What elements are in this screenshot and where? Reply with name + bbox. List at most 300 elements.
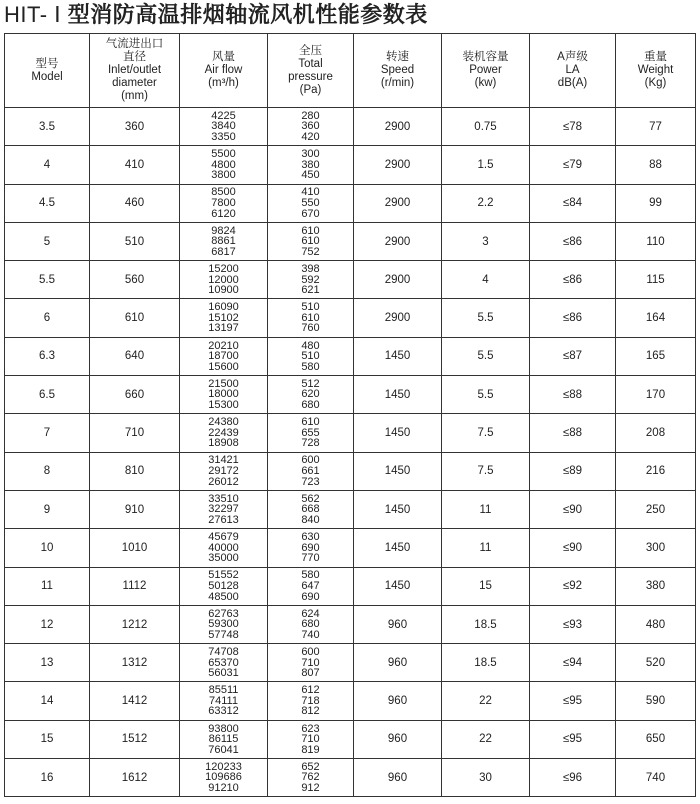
- cell-pressure-value: 420: [301, 130, 320, 143]
- cell-pressure-value: 710: [301, 733, 320, 746]
- cell-pressure-value: 668: [301, 503, 320, 516]
- cell-power: 22: [442, 720, 530, 758]
- cell-pressure-value: 770: [301, 552, 320, 565]
- cell-airflow-value: 48500: [208, 590, 239, 603]
- cell-airflow-value: 18000: [208, 388, 239, 401]
- cell-power: 11: [442, 490, 530, 528]
- header-speed: [354, 34, 442, 108]
- header-line: pressure: [288, 70, 333, 83]
- cell-model: 3.5: [5, 108, 90, 146]
- header-line: Total: [298, 57, 323, 70]
- header-line: LA: [565, 64, 580, 76]
- cell-noise: ≤86: [530, 299, 616, 337]
- header-line: diameter: [112, 77, 157, 89]
- cell-pressure-value: 380: [301, 158, 320, 171]
- cell-airflow-value: 33510: [208, 492, 239, 505]
- cell-pressure: [268, 529, 354, 567]
- cell-pressure-value: 360: [301, 120, 320, 133]
- cell-pressure-value: 398: [301, 262, 320, 275]
- cell-power: 1.5: [442, 146, 530, 184]
- cell-pressure-value: 812: [301, 705, 320, 718]
- cell-model: 6.3: [5, 337, 90, 375]
- cell-airflow: [180, 376, 268, 414]
- cell-pressure-value: 580: [301, 360, 320, 373]
- cell-speed: 1450: [354, 567, 442, 605]
- table-body: [5, 108, 696, 797]
- table-row: [5, 567, 696, 605]
- header-line: Speed: [380, 64, 415, 76]
- cell-airflow-value: 13197: [208, 322, 239, 335]
- cell-pressure: [268, 720, 354, 758]
- cell-diameter: 1212: [90, 605, 180, 643]
- cell-pressure-value: 807: [301, 667, 320, 680]
- cell-airflow-value: 4800: [211, 158, 236, 171]
- cell-airflow-value: 15102: [208, 311, 239, 324]
- cell-speed: 2900: [354, 261, 442, 299]
- cell-airflow-value: 3350: [211, 130, 236, 143]
- cell-pressure: [268, 490, 354, 528]
- cell-power: 4: [442, 261, 530, 299]
- spec-table-frame: [4, 33, 695, 797]
- cell-airflow-value: 65370: [208, 656, 239, 669]
- cell-airflow-value: 91210: [208, 781, 239, 794]
- cell-airflow-value: 45679: [208, 531, 239, 544]
- cell-weight: 170: [616, 376, 696, 414]
- cell-airflow: [180, 146, 268, 184]
- cell-pressure-value: 580: [301, 569, 320, 582]
- cell-airflow-value: 22439: [208, 426, 239, 439]
- cell-model: 7: [5, 414, 90, 452]
- cell-airflow: [180, 605, 268, 643]
- cell-airflow-value: 16090: [208, 301, 239, 314]
- cell-pressure-value: 728: [301, 437, 320, 450]
- cell-diameter: 460: [90, 184, 180, 222]
- cell-model: 13: [5, 644, 90, 682]
- cell-pressure-value: 550: [301, 196, 320, 209]
- cell-noise: ≤89: [530, 452, 616, 490]
- cell-airflow-value: 18700: [208, 350, 239, 363]
- cell-power: 0.75: [442, 108, 530, 146]
- cell-pressure: [268, 605, 354, 643]
- cell-pressure-value: 510: [301, 301, 320, 314]
- table-row: [5, 529, 696, 567]
- cell-pressure-value: 661: [301, 465, 320, 478]
- header-line: Weight: [637, 64, 674, 76]
- header-pressure: [268, 34, 354, 108]
- cell-pressure-value: 670: [301, 207, 320, 220]
- cell-power: 22: [442, 682, 530, 720]
- cell-airflow-value: 32297: [208, 503, 239, 516]
- header-line: 直径: [123, 51, 146, 63]
- cell-airflow-value: 85511: [208, 684, 239, 697]
- header-line: 风量: [212, 51, 235, 63]
- cell-noise: ≤79: [530, 146, 616, 184]
- cell-airflow-value: 8500: [211, 186, 236, 199]
- table-row: [5, 299, 696, 337]
- cell-speed: 960: [354, 759, 442, 797]
- cell-diameter: 660: [90, 376, 180, 414]
- table-row: [5, 644, 696, 682]
- cell-weight: 740: [616, 759, 696, 797]
- cell-pressure: [268, 299, 354, 337]
- table-row: [5, 414, 696, 452]
- cell-pressure-value: 690: [301, 541, 320, 554]
- cell-airflow-value: 50128: [208, 579, 239, 592]
- cell-pressure-value: 562: [301, 492, 320, 505]
- header-line: 型号: [35, 57, 59, 70]
- table-row: [5, 605, 696, 643]
- cell-airflow-value: 74111: [209, 694, 238, 707]
- cell-power: 30: [442, 759, 530, 797]
- cell-speed: 2900: [354, 146, 442, 184]
- cell-noise: ≤93: [530, 605, 616, 643]
- cell-diameter: 1112: [90, 567, 180, 605]
- cell-power: 15: [442, 567, 530, 605]
- cell-weight: 164: [616, 299, 696, 337]
- table-header-row: [5, 34, 696, 108]
- cell-noise: ≤90: [530, 490, 616, 528]
- cell-pressure-value: 762: [301, 771, 320, 784]
- table-row: [5, 720, 696, 758]
- cell-airflow-value: 3800: [211, 169, 236, 182]
- cell-weight: 99: [616, 184, 696, 222]
- cell-power: 18.5: [442, 605, 530, 643]
- cell-airflow-value: 7800: [211, 196, 236, 209]
- cell-airflow-value: 8861: [211, 235, 236, 248]
- cell-pressure-value: 819: [301, 743, 320, 756]
- cell-diameter: 1412: [90, 682, 180, 720]
- table-row: [5, 146, 696, 184]
- cell-weight: 300: [616, 529, 696, 567]
- cell-pressure-value: 630: [301, 531, 320, 544]
- cell-weight: 208: [616, 414, 696, 452]
- header-diameter: [90, 34, 180, 108]
- cell-airflow-value: 27613: [208, 513, 239, 526]
- cell-weight: 520: [616, 644, 696, 682]
- cell-airflow-value: 62763: [208, 607, 239, 620]
- cell-airflow: [180, 529, 268, 567]
- cell-diameter: 1010: [90, 529, 180, 567]
- cell-pressure-value: 280: [301, 109, 320, 122]
- title-text: 型消防高温排烟轴流风机性能参数表: [67, 2, 428, 27]
- table-row: [5, 261, 696, 299]
- cell-airflow-value: 93800: [208, 722, 239, 735]
- cell-pressure-value: 840: [301, 513, 320, 526]
- cell-model: 9: [5, 490, 90, 528]
- cell-pressure-value: 912: [301, 781, 320, 794]
- cell-power: 5.5: [442, 299, 530, 337]
- cell-airflow-value: 20210: [208, 339, 239, 352]
- table-row: [5, 184, 696, 222]
- cell-weight: 77: [616, 108, 696, 146]
- cell-pressure: [268, 184, 354, 222]
- cell-pressure-value: 655: [301, 426, 320, 439]
- cell-airflow: [180, 108, 268, 146]
- cell-airflow: [180, 299, 268, 337]
- header-line: (Pa): [299, 83, 322, 96]
- cell-pressure-value: 610: [301, 416, 320, 429]
- cell-speed: 1450: [354, 490, 442, 528]
- header-model: [5, 34, 90, 108]
- cell-pressure-value: 610: [301, 311, 320, 324]
- cell-diameter: 510: [90, 222, 180, 260]
- cell-noise: ≤95: [530, 720, 616, 758]
- cell-pressure-value: 680: [301, 399, 320, 412]
- cell-speed: 1450: [354, 414, 442, 452]
- cell-pressure-value: 624: [301, 607, 320, 620]
- cell-speed: 960: [354, 644, 442, 682]
- cell-pressure-value: 680: [301, 618, 320, 631]
- cell-airflow-value: 24380: [208, 416, 239, 429]
- cell-weight: 216: [616, 452, 696, 490]
- cell-airflow-value: 15600: [208, 360, 239, 373]
- cell-pressure: [268, 222, 354, 260]
- cell-noise: ≤84: [530, 184, 616, 222]
- cell-diameter: 610: [90, 299, 180, 337]
- cell-airflow-value: 74708: [208, 645, 239, 658]
- cell-airflow-value: 120233: [205, 760, 242, 773]
- cell-airflow: [180, 414, 268, 452]
- header-noise: [530, 34, 616, 108]
- cell-noise: ≤90: [530, 529, 616, 567]
- table-row: [5, 452, 696, 490]
- cell-model: 8: [5, 452, 90, 490]
- cell-weight: 88: [616, 146, 696, 184]
- cell-airflow-value: 6120: [211, 207, 236, 220]
- cell-speed: 960: [354, 720, 442, 758]
- cell-weight: 380: [616, 567, 696, 605]
- cell-power: 2.2: [442, 184, 530, 222]
- cell-speed: 1450: [354, 452, 442, 490]
- cell-airflow: [180, 261, 268, 299]
- cell-pressure: [268, 376, 354, 414]
- cell-pressure-value: 510: [301, 350, 320, 363]
- cell-airflow: [180, 490, 268, 528]
- cell-airflow: [180, 452, 268, 490]
- header-weight: [616, 34, 696, 108]
- cell-airflow-value: 56031: [208, 667, 239, 680]
- cell-airflow-value: 63312: [208, 705, 239, 718]
- cell-pressure: [268, 414, 354, 452]
- cell-weight: 650: [616, 720, 696, 758]
- cell-pressure-value: 752: [301, 245, 320, 258]
- cell-speed: 1450: [354, 376, 442, 414]
- cell-pressure-value: 592: [301, 273, 320, 286]
- cell-airflow-value: 76041: [208, 743, 239, 756]
- cell-airflow-value: 40000: [208, 541, 239, 554]
- cell-noise: ≤86: [530, 261, 616, 299]
- cell-pressure-value: 480: [301, 339, 320, 352]
- cell-power: 5.5: [442, 337, 530, 375]
- cell-power: 3: [442, 222, 530, 260]
- cell-power: 5.5: [442, 376, 530, 414]
- cell-pressure-value: 612: [301, 684, 320, 697]
- cell-airflow-value: 51552: [208, 569, 239, 582]
- cell-airflow-value: 26012: [208, 475, 239, 488]
- cell-pressure-value: 710: [301, 656, 320, 669]
- cell-pressure: [268, 261, 354, 299]
- cell-model: 15: [5, 720, 90, 758]
- cell-airflow-value: 86115: [208, 733, 239, 746]
- header-power: [442, 34, 530, 108]
- header-line: (mm): [121, 90, 148, 102]
- header-line: 重量: [644, 51, 667, 63]
- cell-noise: ≤95: [530, 682, 616, 720]
- cell-pressure-value: 300: [301, 148, 320, 161]
- cell-noise: ≤94: [530, 644, 616, 682]
- cell-speed: 2900: [354, 222, 442, 260]
- cell-airflow: [180, 759, 268, 797]
- cell-airflow: [180, 567, 268, 605]
- cell-model: 4: [5, 146, 90, 184]
- cell-weight: 165: [616, 337, 696, 375]
- cell-model: 10: [5, 529, 90, 567]
- cell-pressure-value: 647: [301, 579, 320, 592]
- cell-power: 11: [442, 529, 530, 567]
- cell-airflow-value: 4225: [211, 109, 236, 122]
- cell-pressure: [268, 337, 354, 375]
- cell-pressure-value: 512: [301, 377, 320, 390]
- table-row: [5, 682, 696, 720]
- header-line: (Kg): [644, 77, 667, 89]
- cell-noise: ≤92: [530, 567, 616, 605]
- cell-airflow: [180, 682, 268, 720]
- cell-speed: 960: [354, 605, 442, 643]
- page-title: [4, 0, 428, 34]
- header-line: Air flow: [204, 64, 243, 76]
- cell-pressure-value: 740: [301, 628, 320, 641]
- cell-model: 11: [5, 567, 90, 605]
- cell-diameter: 360: [90, 108, 180, 146]
- cell-pressure-value: 760: [301, 322, 320, 335]
- cell-model: 6.5: [5, 376, 90, 414]
- cell-noise: ≤87: [530, 337, 616, 375]
- header-airflow: [180, 34, 268, 108]
- cell-airflow-value: 109686: [205, 771, 242, 784]
- header-line: dB(A): [557, 77, 588, 89]
- cell-model: 6: [5, 299, 90, 337]
- cell-speed: 960: [354, 682, 442, 720]
- cell-pressure-value: 621: [301, 284, 320, 297]
- cell-airflow: [180, 337, 268, 375]
- cell-airflow: [180, 720, 268, 758]
- cell-noise: ≤86: [530, 222, 616, 260]
- cell-pressure: [268, 644, 354, 682]
- cell-speed: 1450: [354, 529, 442, 567]
- cell-pressure-value: 450: [301, 169, 320, 182]
- cell-diameter: 910: [90, 490, 180, 528]
- cell-airflow-value: 21500: [208, 377, 239, 390]
- cell-pressure: [268, 146, 354, 184]
- cell-airflow-value: 15200: [208, 262, 239, 275]
- cell-noise: ≤88: [530, 414, 616, 452]
- cell-airflow: [180, 184, 268, 222]
- header-line: Model: [31, 70, 63, 83]
- cell-speed: 1450: [354, 337, 442, 375]
- cell-airflow-value: 10900: [208, 284, 239, 297]
- cell-airflow-value: 57748: [208, 628, 239, 641]
- cell-weight: 115: [616, 261, 696, 299]
- cell-airflow-value: 12000: [208, 273, 239, 286]
- cell-model: 4.5: [5, 184, 90, 222]
- header-line: A声级: [557, 51, 588, 63]
- cell-noise: ≤88: [530, 376, 616, 414]
- cell-diameter: 810: [90, 452, 180, 490]
- cell-power: 18.5: [442, 644, 530, 682]
- cell-diameter: 1612: [90, 759, 180, 797]
- cell-pressure: [268, 452, 354, 490]
- cell-speed: 2900: [354, 108, 442, 146]
- cell-weight: 250: [616, 490, 696, 528]
- cell-pressure-value: 690: [301, 590, 320, 603]
- cell-speed: 2900: [354, 184, 442, 222]
- cell-airflow-value: 6817: [211, 245, 236, 258]
- header-line: 装机容量: [462, 51, 509, 63]
- cell-pressure: [268, 682, 354, 720]
- spec-table: [4, 33, 696, 797]
- cell-airflow-value: 59300: [208, 618, 239, 631]
- cell-pressure-value: 610: [301, 224, 320, 237]
- cell-weight: 110: [616, 222, 696, 260]
- cell-noise: ≤78: [530, 108, 616, 146]
- table-row: [5, 490, 696, 528]
- cell-pressure-value: 620: [301, 388, 320, 401]
- cell-airflow-value: 35000: [208, 552, 239, 565]
- header-line: 转速: [386, 51, 409, 63]
- cell-model: 5.5: [5, 261, 90, 299]
- cell-weight: 590: [616, 682, 696, 720]
- cell-pressure-value: 600: [301, 454, 320, 467]
- cell-airflow-value: 5500: [211, 148, 236, 161]
- header-line: 全压: [299, 44, 322, 57]
- header-line: Inlet/outlet: [107, 64, 162, 76]
- cell-airflow-value: 18908: [208, 437, 239, 450]
- cell-diameter: 1512: [90, 720, 180, 758]
- table-row: [5, 108, 696, 146]
- table-row: [5, 376, 696, 414]
- cell-speed: 2900: [354, 299, 442, 337]
- cell-model: 5: [5, 222, 90, 260]
- cell-model: 12: [5, 605, 90, 643]
- cell-pressure: [268, 108, 354, 146]
- header-line: Power: [469, 64, 502, 76]
- cell-pressure-value: 600: [301, 645, 320, 658]
- cell-airflow-value: 31421: [208, 454, 239, 467]
- cell-diameter: 1312: [90, 644, 180, 682]
- header-line: (r/min): [380, 77, 415, 89]
- cell-airflow-value: 15300: [208, 399, 239, 412]
- cell-model: 16: [5, 759, 90, 797]
- header-line: (kw): [474, 77, 497, 89]
- cell-airflow: [180, 644, 268, 682]
- cell-noise: ≤96: [530, 759, 616, 797]
- cell-diameter: 410: [90, 146, 180, 184]
- cell-pressure-value: 623: [301, 722, 320, 735]
- cell-pressure-value: 723: [301, 475, 320, 488]
- table-row: [5, 337, 696, 375]
- header-line: 气流进出口: [105, 38, 164, 50]
- cell-model: 14: [5, 682, 90, 720]
- table-row: [5, 759, 696, 797]
- cell-power: 7.5: [442, 414, 530, 452]
- cell-pressure-value: 610: [301, 235, 320, 248]
- cell-pressure-value: 718: [301, 694, 320, 707]
- cell-airflow-value: 3840: [211, 120, 236, 133]
- cell-diameter: 640: [90, 337, 180, 375]
- cell-airflow: [180, 222, 268, 260]
- cell-pressure: [268, 567, 354, 605]
- cell-power: 7.5: [442, 452, 530, 490]
